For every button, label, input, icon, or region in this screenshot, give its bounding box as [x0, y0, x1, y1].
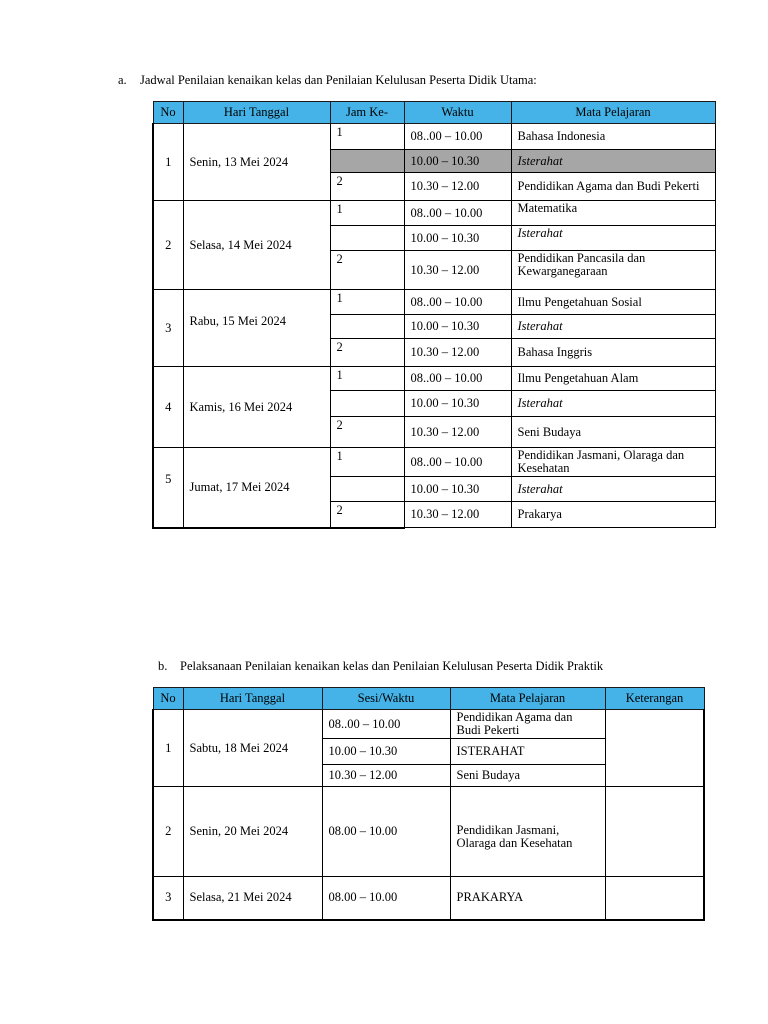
jam-cell: 1 [330, 201, 404, 226]
waktu-cell: 10.30 – 12.00 [404, 502, 511, 528]
mapel-cell: Pendidikan Agama dan Budi Pekerti [450, 710, 605, 739]
table-header-row [153, 102, 715, 124]
day-no: 1 [153, 710, 183, 787]
jam-cell: 1 [330, 367, 404, 391]
jam-cell: 1 [330, 290, 404, 315]
waktu-cell: 10.00 – 10.30 [404, 391, 511, 417]
waktu-cell: 08..00 – 10.00 [404, 367, 511, 391]
header-waktu: Waktu [404, 102, 511, 124]
section-b-heading [158, 659, 603, 674]
header-date: Hari Tanggal [183, 688, 322, 710]
jam-cell [330, 150, 404, 173]
practical-schedule-table [152, 687, 705, 921]
waktu-cell: 10.30 – 12.00 [404, 417, 511, 448]
mapel-cell: Bahasa Indonesia [511, 124, 715, 150]
exam-schedule-table [152, 101, 716, 529]
waktu-cell: 10.30 – 12.00 [404, 339, 511, 367]
jam-cell: 2 [330, 251, 404, 290]
waktu-cell: 10.00 – 10.30 [322, 739, 450, 765]
mapel-cell: Ilmu Pengetahuan Alam [511, 367, 715, 391]
table-row [153, 367, 715, 391]
table-row [153, 448, 715, 477]
day-date: Selasa, 21 Mei 2024 [183, 877, 322, 920]
section-b-title: Pelaksanaan Penilaian kenaikan kelas dan Penilaian Kelulusan Peserta Didik Praktik [180, 659, 604, 673]
waktu-cell: 10.30 – 12.00 [404, 173, 511, 201]
mapel-cell: Pendidikan Jasmani, Olaraga dan Kesehatan [511, 448, 715, 477]
day-date: Jumat, 17 Mei 2024 [183, 448, 330, 528]
mapel-cell: Isterahat [511, 226, 715, 251]
day-no: 5 [153, 448, 183, 528]
jam-cell [330, 315, 404, 339]
jam-cell: 1 [330, 124, 404, 150]
table-row [153, 124, 715, 150]
waktu-cell: 08..00 – 10.00 [404, 201, 511, 226]
header-mapel: Mata Pelajaran [511, 102, 715, 124]
mapel-cell: Seni Budaya [450, 765, 605, 787]
jam-cell [330, 226, 404, 251]
day-no: 2 [153, 201, 183, 290]
keterangan-cell [605, 787, 704, 877]
day-date: Senin, 20 Mei 2024 [183, 787, 322, 877]
day-date: Rabu, 15 Mei 2024 [183, 290, 330, 367]
mapel-cell: Pendidikan Jasmani, Olaraga dan Kesehatan [450, 787, 605, 877]
mapel-cell: Matematika [511, 201, 715, 226]
header-sesi: Sesi/Waktu [322, 688, 450, 710]
waktu-cell: 08.00 – 10.00 [322, 877, 450, 920]
table-row [153, 877, 704, 920]
waktu-cell: 08..00 – 10.00 [404, 124, 511, 150]
day-no: 3 [153, 290, 183, 367]
table-row [153, 290, 715, 315]
mapel-cell: Bahasa Inggris [511, 339, 715, 367]
waktu-cell: 08..00 – 10.00 [322, 710, 450, 739]
waktu-cell: 10.30 – 12.00 [322, 765, 450, 787]
day-date: Senin, 13 Mei 2024 [183, 124, 330, 201]
header-no: No [153, 102, 183, 124]
jam-cell [330, 391, 404, 417]
section-a-title: Jadwal Penilaian kenaikan kelas dan Penilaian Kelulusan Peserta Didik Utama: [140, 73, 537, 87]
day-date: Selasa, 14 Mei 2024 [183, 201, 330, 290]
day-date: Kamis, 16 Mei 2024 [183, 367, 330, 448]
waktu-cell: 08.00 – 10.00 [322, 787, 450, 877]
day-no: 4 [153, 367, 183, 448]
mapel-cell: PRAKARYA [450, 877, 605, 920]
mapel-cell: Isterahat [511, 150, 715, 173]
mapel-cell: ISTERAHAT [450, 739, 605, 765]
jam-cell: 2 [330, 502, 404, 528]
header-mapel: Mata Pelajaran [450, 688, 605, 710]
mapel-cell: Pendidikan Agama dan Budi Pekerti [511, 173, 715, 201]
waktu-cell: 10.00 – 10.30 [404, 315, 511, 339]
mapel-cell: Ilmu Pengetahuan Sosial [511, 290, 715, 315]
header-jam: Jam Ke- [330, 102, 404, 124]
section-a-heading [118, 73, 537, 88]
mapel-cell: Isterahat [511, 315, 715, 339]
mapel-cell: Prakarya [511, 502, 715, 528]
mapel-cell: Isterahat [511, 477, 715, 502]
waktu-cell: 10.00 – 10.30 [404, 226, 511, 251]
mapel-cell: Seni Budaya [511, 417, 715, 448]
jam-cell: 2 [330, 339, 404, 367]
keterangan-cell [605, 877, 704, 920]
header-date: Hari Tanggal [183, 102, 330, 124]
jam-cell: 1 [330, 448, 404, 477]
waktu-cell: 08..00 – 10.00 [404, 448, 511, 477]
day-no: 1 [153, 124, 183, 201]
table-header-row [153, 688, 704, 710]
waktu-cell: 08..00 – 10.00 [404, 290, 511, 315]
section-b-letter: b. [158, 659, 168, 673]
jam-cell: 2 [330, 417, 404, 448]
jam-cell [330, 477, 404, 502]
table-row [153, 201, 715, 226]
waktu-cell: 10.30 – 12.00 [404, 251, 511, 290]
waktu-cell: 10.00 – 10.30 [404, 150, 511, 173]
mapel-cell: Pendidikan Pancasila dan Kewarganegaraan [511, 251, 715, 290]
day-no: 3 [153, 877, 183, 920]
keterangan-cell [605, 710, 704, 787]
jam-cell: 2 [330, 173, 404, 201]
header-no: No [153, 688, 183, 710]
table-row [153, 710, 704, 739]
day-date: Sabtu, 18 Mei 2024 [183, 710, 322, 787]
header-keterangan: Keterangan [605, 688, 704, 710]
section-a-letter: a. [118, 73, 127, 87]
table-row [153, 787, 704, 877]
day-no: 2 [153, 787, 183, 877]
mapel-cell: Isterahat [511, 391, 715, 417]
waktu-cell: 10.00 – 10.30 [404, 477, 511, 502]
